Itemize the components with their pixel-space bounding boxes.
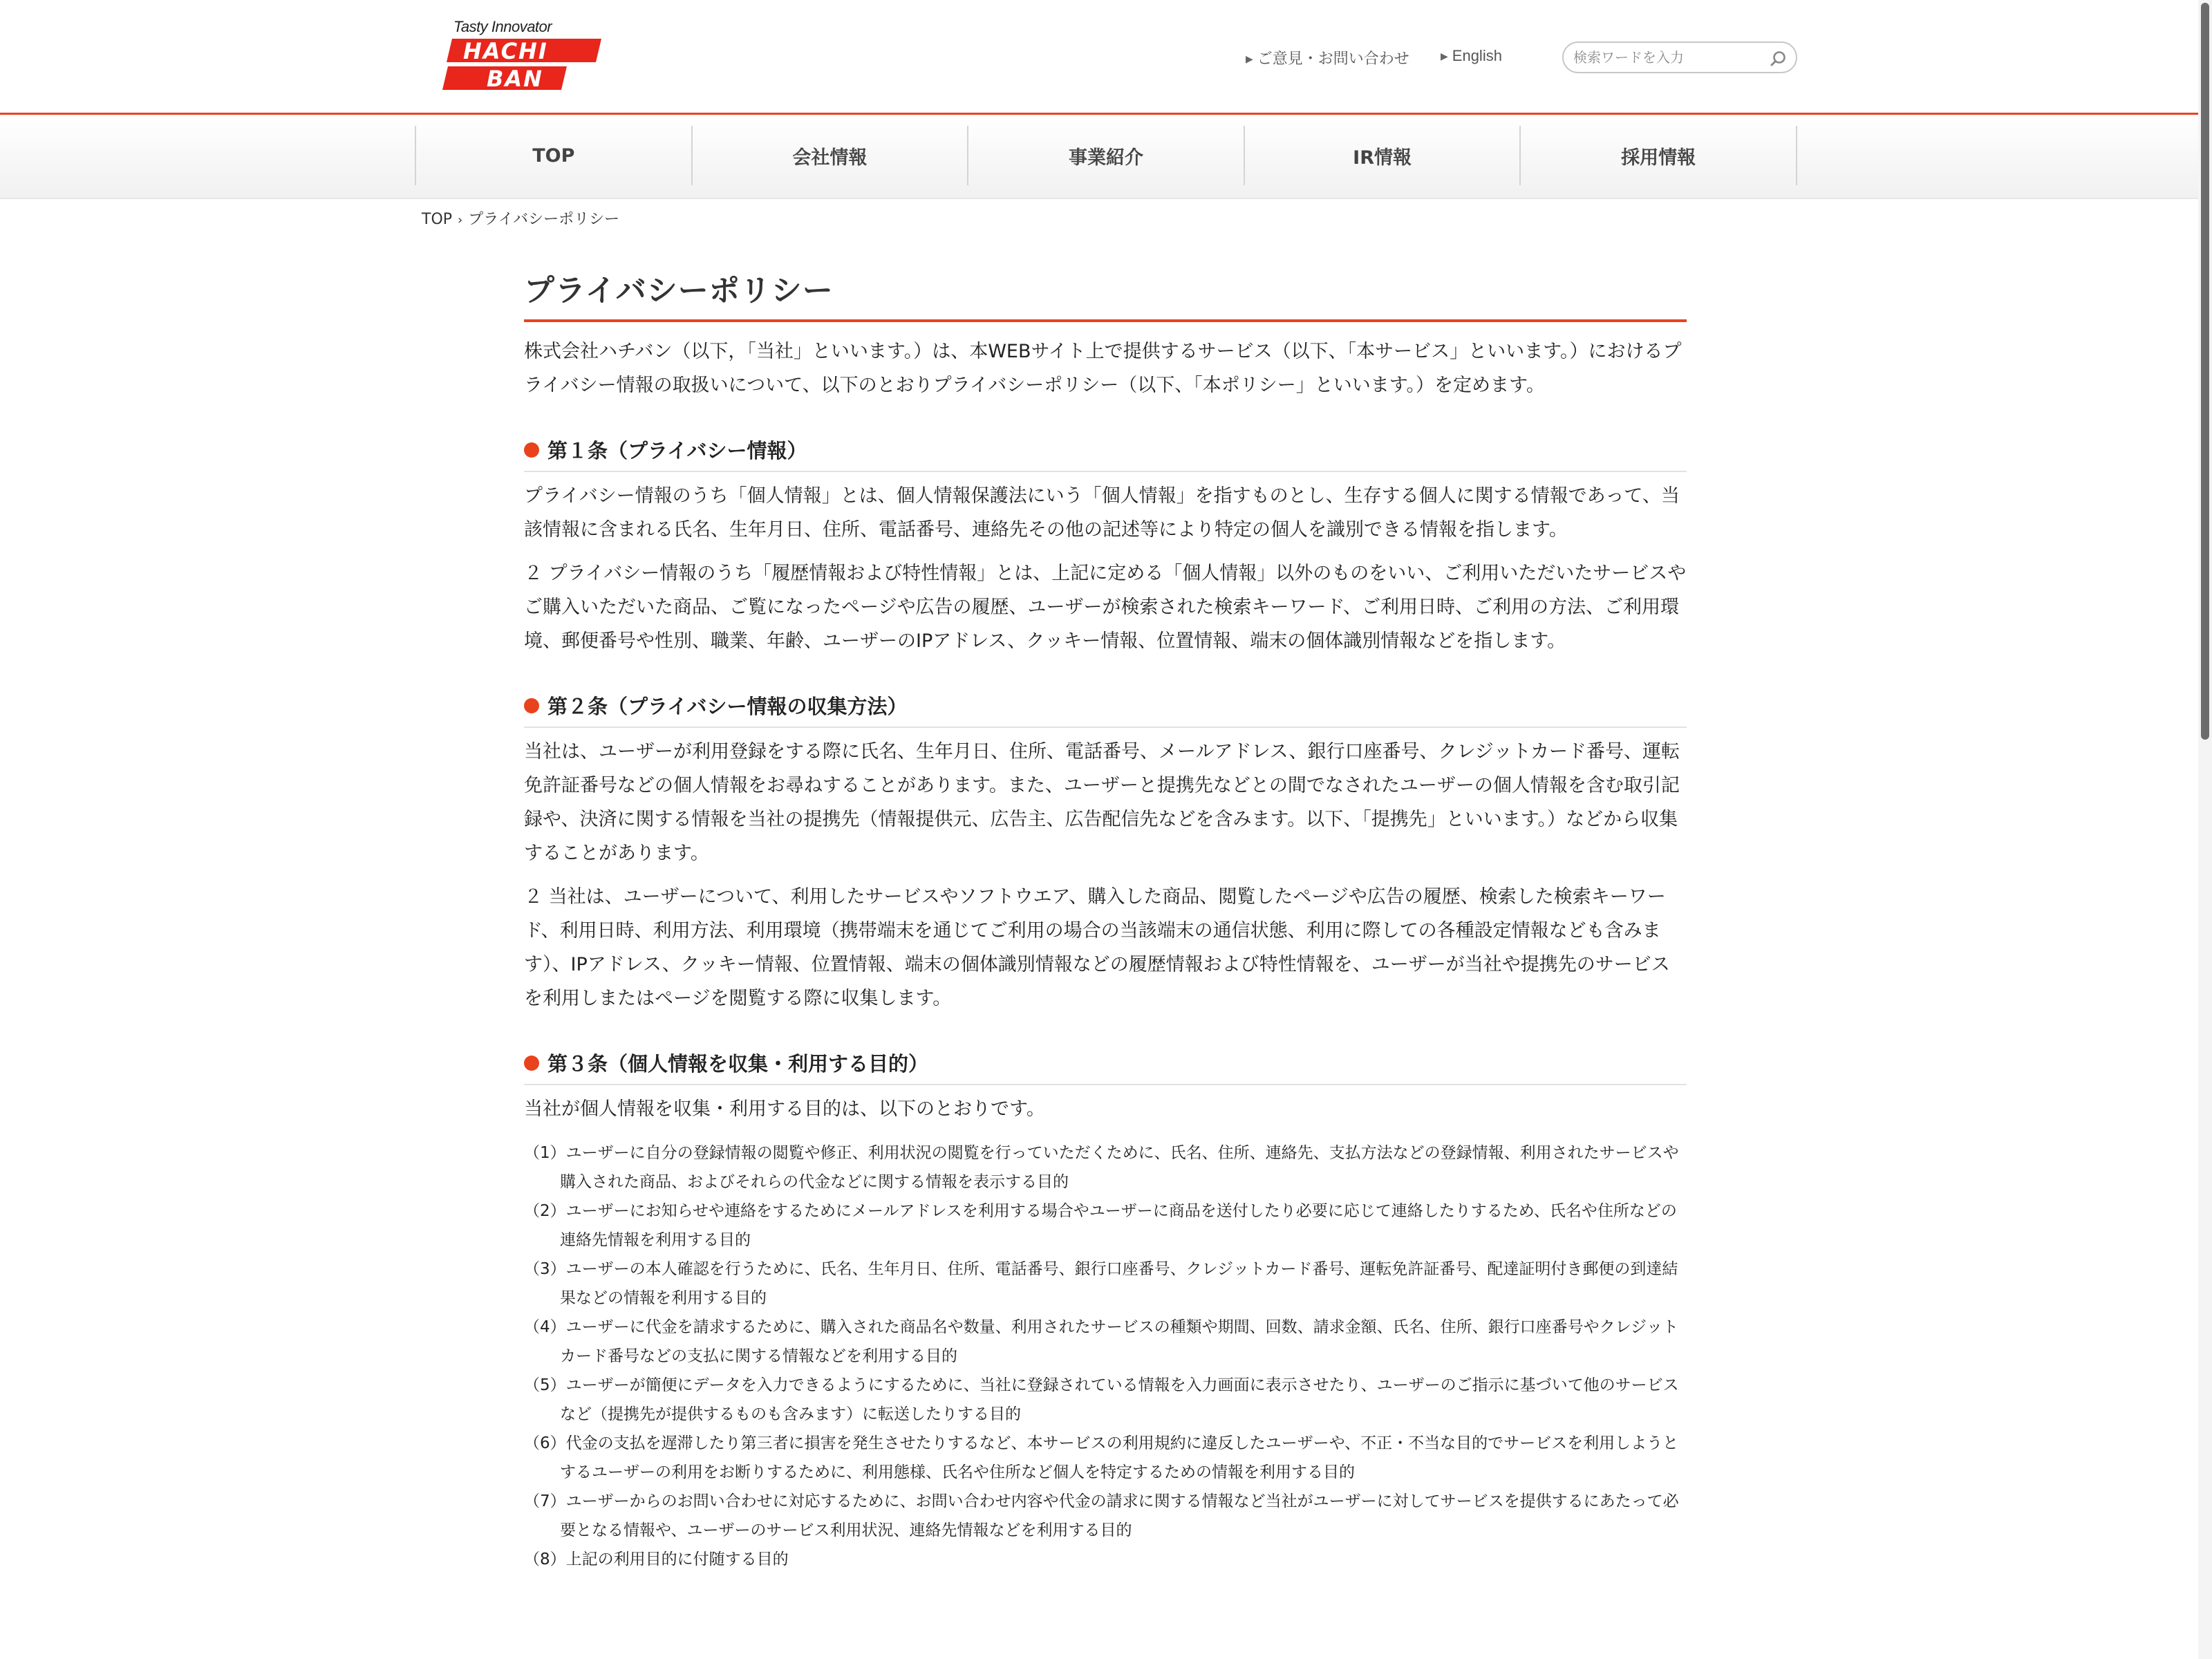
section-paragraph: プライバシー情報のうち「個人情報」とは、個人情報保護法にいう「個人情報」を指すものとし、生存する個人に関する情報であって、当該情報に含まれる氏名、生年月日、住所、電話番号、連絡先その他の記述等により特定の個人を識別できる情報を指します。	[524, 485, 1680, 541]
triangle-right-icon: ▶	[1246, 53, 1253, 64]
page-title: プライバシーポリシー	[524, 265, 1687, 322]
nav-item-company[interactable]: 会社情報	[691, 126, 968, 185]
list-item: （5）ユーザーが簡便にデータを入力できるようにするために、当社に登録されている情報を入力画面に表示させたり、ユーザーのご指示に基づいて他のサービスなど（提携先が提供するものも含みます）に転送したりする目的	[524, 1376, 1679, 1423]
search-icon[interactable]	[1770, 50, 1788, 68]
list-item: （2）ユーザーにお知らせや連絡をするためにメールアドレスを利用する場合やユーザーに商品を送付したり必要に応じて連絡したりするため、氏名や住所などの連絡先情報を利用する目的	[524, 1202, 1677, 1249]
bullet-dot-icon	[524, 1056, 539, 1071]
section-heading: 第３条（個人情報を収集・利用する目的）	[524, 1049, 1687, 1085]
intro-text: 株式会社ハチバン（以下，「当社」といいます。）は、本WEBサイト上で提供するサービス（以下、「本サービス」といいます。）におけるプライバシー情報の取扱いについて、以下のとおりプライバシーポリシー（以下、「本ポリシー」といいます。）を定めます。	[524, 341, 1682, 396]
nav-item-top[interactable]: TOP	[415, 126, 691, 185]
nav-item-recruit[interactable]: 採用情報	[1519, 126, 1797, 185]
hachiban-logo[interactable]	[442, 18, 601, 93]
logo-tagline: Tasty Innovator	[453, 18, 552, 35]
global-nav	[0, 115, 2212, 199]
purpose-list	[524, 1138, 1687, 1574]
main-content	[524, 265, 1687, 1574]
search-input[interactable]	[1573, 47, 1760, 68]
nav-item-ir[interactable]: IR情報	[1244, 126, 1520, 185]
breadcrumb-current: プライバシーポリシー	[468, 211, 620, 228]
section-heading: 第２条（プライバシー情報の収集方法）	[524, 691, 1687, 728]
bullet-dot-icon	[524, 442, 539, 458]
list-item: （8）上記の利用目的に付随する目的	[524, 1550, 789, 1568]
list-item: （4）ユーザーに代金を請求するために、購入された商品名や数量、利用されたサービスの種類や期間、回数、請求金額、氏名、住所、銀行口座番号やクレジットカード番号などの支払に関する情報などを利用する目的	[524, 1318, 1679, 1365]
logo-wordmark-icon	[442, 37, 601, 93]
triangle-right-icon: ▶	[1441, 50, 1448, 62]
chevron-right-icon: ›	[458, 213, 463, 227]
list-item: （6）代金の支払を遅滞したり第三者に損害を発生させたりするなど、本サービスの利用規約に違反したユーザーや、不正・不当な目的でサービスを利用しようとするユーザーの利用をお断りするために、利用態様、氏名や住所など個人を特定するための情報を利用する目的	[524, 1434, 1679, 1481]
scrollbar-thumb[interactable]	[2201, 3, 2209, 740]
bullet-dot-icon	[524, 698, 539, 713]
contact-link[interactable]: ▶ ご意見・お問い合わせ	[1246, 50, 1409, 67]
section-paragraph: 当社が個人情報を収集・利用する目的は、以下のとおりです。	[524, 1098, 1045, 1120]
site-header	[0, 0, 2212, 115]
svg-text:HACHI: HACHI	[463, 38, 548, 64]
section-paragraph: ２ プライバシー情報のうち「履歴情報および特性情報」とは、上記に定める「個人情報」以外のものをいい、ご利用いただいたサービスやご購入いただいた商品、ご覧になったページや広告の履歴、ユーザーが検索された検索キーワード、ご利用日時、ご利用の方法、ご利用環境、郵便番号や性別、職業、年齢、ユーザーのIPアドレス、クッキー情報、位置情報、端末の個体識別情報などを指します。	[524, 563, 1687, 652]
svg-text:BAN: BAN	[487, 66, 543, 92]
section-paragraph: ２ 当社は、ユーザーについて、利用したサービスやソフトウエア、購入した商品、閲覧したページや広告の履歴、検索した検索キーワード、利用日時、利用方法、利用環境（携帯端末を通じてご利用の場合の当該端末の通信状態、利用に際しての各種設定情報なども含みます）、IPアドレス、クッキー情報、位置情報、端末の個体識別情報などの履歴情報および特性情報を、ユーザーが当社や提携先のサービスを利用しまたはページを閲覧する際に収集します。	[524, 886, 1670, 1009]
english-link[interactable]: ▶ English	[1441, 47, 1502, 64]
breadcrumb	[422, 207, 619, 229]
search-box	[1562, 41, 1797, 73]
list-item: （1）ユーザーに自分の登録情報の閲覧や修正、利用状況の閲覧を行っていただくために、氏名、住所、連絡先、支払方法などの登録情報、利用されたサービスや購入された商品、およびそれらの代金などに関する情報を表示する目的	[524, 1144, 1679, 1191]
list-item: （3）ユーザーの本人確認を行うために、氏名、生年月日、住所、電話番号、銀行口座番号、クレジットカード番号、運転免許証番号、配達証明付き郵便の到達結果などの情報を利用する目的	[524, 1260, 1678, 1307]
breadcrumb-home[interactable]: TOP	[422, 211, 453, 228]
section-heading: 第１条（プライバシー情報）	[524, 435, 1687, 472]
section-paragraph: 当社は、ユーザーが利用登録をする際に氏名、生年月日、住所、電話番号、メールアドレス、銀行口座番号、クレジットカード番号、運転免許証番号などの個人情報をお尋ねすることがあります。また、ユーザーと提携先などとの間でなされたユーザーの個人情報を含む取引記録や、決済に関する情報を当社の提携先（情報提供元、広告主、広告配信先などを含みます。以下、「提携先」といいます。）などから収集することがあります。	[524, 741, 1680, 864]
nav-item-business[interactable]: 事業紹介	[967, 126, 1244, 185]
scrollbar-track[interactable]	[2198, 0, 2212, 1659]
list-item: （7）ユーザーからのお問い合わせに対応するために、お問い合わせ内容や代金の請求に関する情報など当社がユーザーに対してサービスを提供するにあたって必要となる情報や、ユーザーのサービス利用状況、連絡先情報などを利用する目的	[524, 1492, 1679, 1539]
